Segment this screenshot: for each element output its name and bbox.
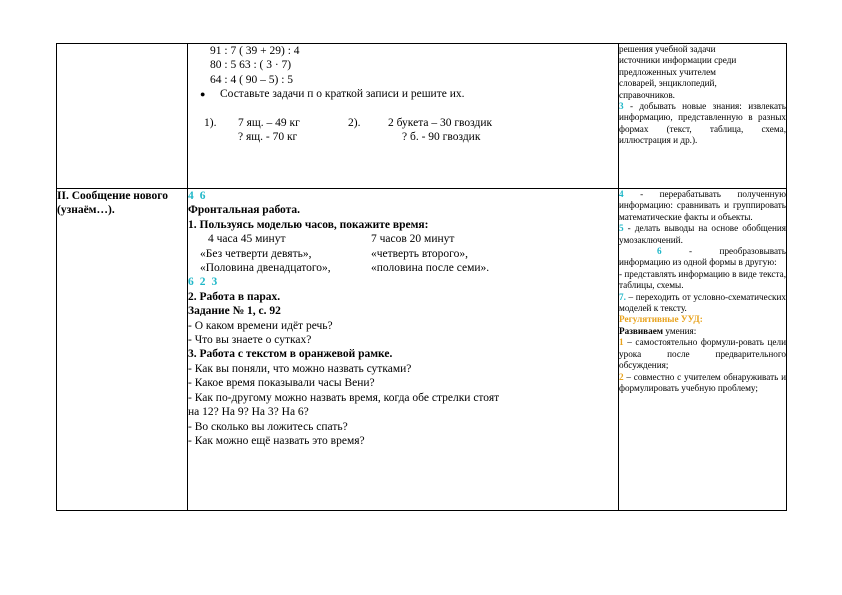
skill-ref: 6 (188, 276, 194, 289)
skill-number: 4 (619, 189, 624, 199)
question: - Как по-другому можно назвать время, когда обе стрелки стоят (188, 391, 500, 404)
section-heading: 1. Пользуясь моделью часов, покажите время: (188, 218, 429, 231)
skill-number: 1 (619, 337, 624, 348)
task2-number: 2). (348, 116, 361, 129)
table-row (57, 44, 787, 189)
stage-cell (57, 189, 188, 511)
subtitle-text: умения: (663, 325, 697, 336)
skill-ref: 6 (199, 190, 206, 202)
task2-line1: 2 букета – 30 гвоздик (388, 116, 493, 129)
skill-item-4 (619, 189, 786, 223)
content-cell (188, 44, 619, 189)
task-reference: Задание № 1, с. 92 (188, 305, 281, 318)
math-line: 91 : 7 ( 39 + 29) : 4 (210, 45, 300, 57)
question: - О каком времени идёт речь? (188, 319, 333, 332)
skill-item-3 (619, 101, 786, 147)
skill-text: – переходить от условно-схематических моделей к тексту. (619, 291, 786, 314)
skill-number: 5 (619, 223, 624, 234)
regulatory-title: Регулятивные УУД: (619, 314, 703, 325)
math-line: 64 : 4 ( 90 – 5) : 5 (210, 73, 294, 86)
skill-number: 7. (619, 291, 626, 302)
time-text: «четверть второго», (371, 247, 468, 260)
skill-refs (188, 275, 618, 289)
time-text: 7 часов 20 минут (371, 233, 455, 246)
question: - Как вы поняли, что можно назвать сутками? (188, 362, 412, 375)
reg-item-1 (619, 337, 786, 371)
time-text: 4 часа 45 минут (208, 233, 286, 246)
task1-line2: ? ящ. - 70 кг (238, 131, 298, 144)
question: на 12? На 9? На 3? На 6? (188, 406, 309, 419)
skill-line: предложенных учителем (619, 66, 716, 77)
skill-ref: 3 (211, 276, 218, 289)
task1-line1: 7 ящ. – 49 кг (238, 116, 300, 129)
regulatory-subtitle (619, 326, 786, 337)
skill-item-6 (619, 246, 786, 269)
task2-line2: ? б. - 90 гвоздик (402, 131, 481, 144)
skill-text: - перерабатывать полученную информацию: сравнивать и группировать математические факты и объекты. (619, 189, 786, 222)
bullet-item (188, 87, 618, 101)
skill-line: решения учебной задачи (619, 44, 716, 54)
skill-line: справочников. (619, 89, 675, 100)
lesson-table (56, 43, 787, 511)
time-text: «Без четверти девять», (200, 247, 312, 260)
time-row (188, 247, 618, 261)
skill-line: словарей, энциклопедий, (619, 78, 717, 89)
question: - Во сколько вы ложитесь спать? (188, 420, 348, 433)
table-row (57, 189, 787, 511)
skill-item-7 (619, 292, 786, 315)
bullet-text: Составьте задачи п о краткой записи и решите их. (220, 88, 465, 101)
skill-text: - преобразовывать информацию из одной формы в другую: (619, 246, 786, 268)
skill-text: – самостоятельно формули-ровать цели урока после предварительного обсуждения; (619, 337, 786, 371)
task1-number: 1). (204, 116, 217, 129)
skill-sub: - представлять информацию в виде текста, таблицы, схемы. (619, 268, 786, 291)
skill-text: – совместно с учителем обнаруживать и формулировать учебную проблему; (619, 371, 786, 393)
section-heading: 2. Работа в парах. (188, 290, 281, 303)
section-heading: Фронтальная работа. (188, 204, 301, 217)
section-heading: 3. Работа с текстом в оранжевой рамке. (188, 348, 393, 361)
skills-cell (619, 189, 787, 511)
task-line (188, 130, 618, 144)
subtitle-bold: Развиваем (619, 325, 664, 336)
stage-cell (57, 44, 188, 189)
skill-number: 3 (619, 101, 624, 112)
skill-text: - добывать новые знания: извлекать информацию, представленную в разных формах (текст, таблица, схема, иллюстрация и др.). (619, 101, 786, 146)
skill-refs (188, 189, 618, 203)
time-row (188, 261, 618, 275)
time-text: «половина после семи». (371, 262, 490, 275)
skill-item-5 (619, 223, 786, 246)
question: - Что вы знаете о сутках? (188, 334, 312, 347)
question: - Какое время показывали часы Вени? (188, 377, 375, 390)
math-line: 80 : 5 63 : ( 3 · 7) (210, 59, 292, 72)
skill-text: - делать выводы на основе обобщения умозаключений. (619, 223, 786, 245)
skill-line: источники информации среди (619, 55, 737, 66)
time-row (188, 232, 618, 246)
content-cell (188, 189, 619, 511)
skill-number: 6 (657, 246, 662, 257)
time-text: «Половина двенадцатого», (200, 262, 331, 275)
skill-number: 2 (619, 371, 624, 382)
skill-ref: 4 (188, 190, 194, 202)
reg-item-2 (619, 372, 786, 395)
question: - Как можно ещё назвать это время? (188, 434, 365, 447)
task-line (188, 116, 618, 130)
stage-title: II. Сообщение нового (узнаём…). (57, 190, 168, 216)
bullet-icon: ● (200, 89, 206, 100)
skills-cell (619, 44, 787, 189)
skill-ref: 2 (199, 276, 206, 289)
